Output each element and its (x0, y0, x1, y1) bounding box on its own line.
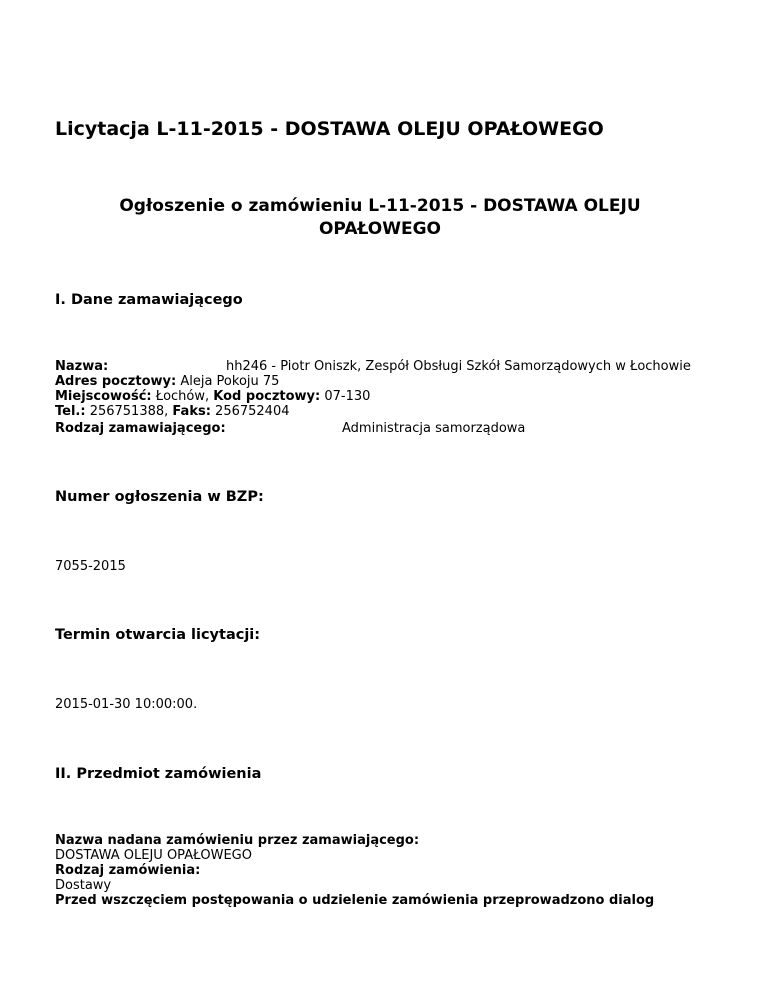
order-type-label-text: Rodzaj zamówienia: (55, 863, 201, 878)
section2-heading: II. Przedmiot zamówienia (55, 766, 262, 782)
city-label: Miejscowość: (55, 389, 152, 404)
address-value: Aleja Pokoju 75 (180, 374, 280, 389)
address-row (55, 374, 279, 389)
type-label: Rodzaj zamawiającego: (55, 421, 226, 436)
name-value: hh246 - Piotr Oniszk, Zespół Obsługi Szkół Samorządowych w Łochowie (226, 359, 691, 374)
phone-value: 256751388, (89, 404, 169, 419)
order-type-label (55, 863, 200, 878)
name-label: Nazwa: (55, 359, 109, 374)
address-label: Adres pocztowy: (55, 374, 177, 389)
section1-heading: I. Dane zamawiającego (55, 292, 243, 308)
opening-heading: Termin otwarcia licytacji: (55, 627, 261, 643)
dialog-label-text: Przed wszczęciem postępowania o udzielenie zamówienia przeprowadzono dialog (55, 893, 655, 908)
notice-title (55, 195, 705, 241)
order-name-value: DOSTAWA OLEJU OPAŁOWEGO (55, 848, 252, 863)
page-title: Licytacja L-11-2015 - DOSTAWA OLEJU OPAŁOWEGO (55, 118, 604, 140)
contracting-name-row (55, 359, 691, 374)
city-value: Łochów, (155, 389, 210, 404)
order-type-value: Dostawy (55, 878, 112, 893)
fax-label: Faks: (172, 404, 211, 419)
opening-value: 2015-01-30 10:00:00. (55, 697, 198, 712)
notice-title-line2: OPAŁOWEGO (318, 219, 442, 239)
phone-label: Tel.: (55, 404, 86, 419)
postcode-label: Kod pocztowy: (213, 389, 321, 404)
fax-value: 256752404 (215, 404, 290, 419)
postcode-value: 07-130 (324, 389, 371, 404)
order-name-label (55, 833, 419, 848)
type-value: Administracja samorządowa (342, 421, 526, 436)
phone-row (55, 404, 290, 419)
contracting-type-row (55, 421, 526, 436)
bzp-heading: Numer ogłoszenia w BZP: (55, 489, 264, 505)
bzp-value: 7055-2015 (55, 559, 126, 574)
notice-title-line1: Ogłoszenie o zamówieniu L-11-2015 - DOSTAWA OLEJU (119, 196, 641, 216)
city-row (55, 389, 370, 404)
dialog-label (55, 893, 654, 908)
order-name-label-text: Nazwa nadana zamówieniu przez zamawiającego: (55, 833, 420, 848)
